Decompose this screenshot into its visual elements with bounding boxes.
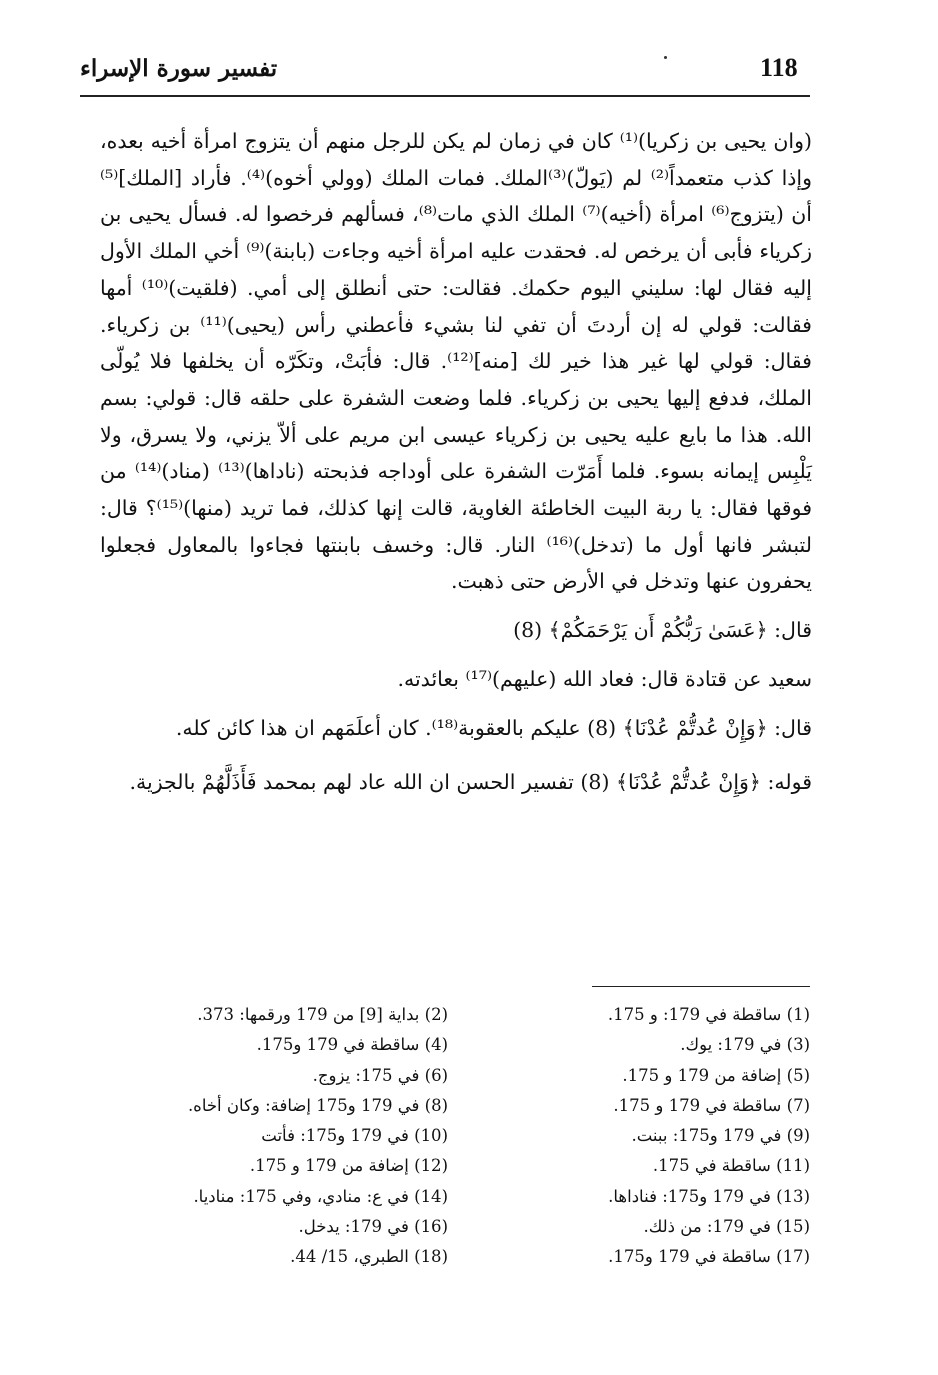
footnote-item: (7) ساقطة في 179 و 175. bbox=[613, 1095, 810, 1115]
footnote-item: (16) في 179: يدخل. bbox=[298, 1217, 448, 1237]
paragraph-3: سعيد عن قتادة قال: فعاد الله (عليهم)⁽¹⁷⁾ بعائدته. bbox=[397, 666, 812, 691]
footnote-item: (10) في 179 و175: فأتت bbox=[261, 1126, 448, 1146]
footnote-item: (17) ساقطة في 179 و175. bbox=[608, 1247, 810, 1267]
footnote-item: (1) ساقطة في 179: و 175. bbox=[607, 1005, 810, 1024]
footnote-item: (8) في 179 و175 إضافة: وكان أخاه. bbox=[187, 1095, 448, 1115]
footnote-item: (18) الطبري، 15/ 44. bbox=[290, 1247, 448, 1267]
footnote-item: (4) ساقطة في 179 و175. bbox=[256, 1035, 448, 1055]
paragraph-4: قال: ﴿وَإِنْ عُدتُّمْ عُدْنَا﴾ (8) عليكم بالعقوبة⁽¹⁸⁾. كان أعلَمَهم ان هذا كائن كله. bbox=[175, 715, 812, 740]
page-number: 118 bbox=[760, 53, 798, 82]
paragraph-5: قوله: ﴿وَإِنْ عُدتُّمْ عُدْنَا﴾ (8) تفسير الحسن ان الله عاد لهم بمحمد فَأَذَلَّهُمْ بالجزية. bbox=[129, 770, 812, 795]
running-header-title: تفسير سورة الإسراء bbox=[80, 55, 278, 82]
main-text bbox=[100, 123, 812, 801]
paragraph-2: قال: ﴿عَسَىٰ رَبُّكُمْ أَن يَرْحَمَكُمْ﴾ (8) bbox=[513, 618, 812, 643]
footnotes-right-column bbox=[480, 1000, 810, 1273]
footnote-rule bbox=[592, 986, 810, 987]
footnote-item: (14) في ع: منادي، وفي 175: مناديا. bbox=[193, 1186, 448, 1206]
footnote-item: (5) إضافة من 179 و 175. bbox=[622, 1065, 810, 1085]
footnote-item: (3) في 179: يوك. bbox=[680, 1035, 810, 1055]
header-rule bbox=[80, 95, 810, 97]
paragraph-1: (وان يحيى بن زكريا)⁽¹⁾ كان في زمان لم يكن للرجل منهم أن يتزوج امرأة أخيه بعده، وإذا كذب متعمداً⁽²⁾ لم (يَولّ)⁽³⁾الملك. فمات الملك (وولي أخوه)⁽⁴⁾. فأراد [الملك]⁽⁵⁾ أن (يتزوج⁽⁶⁾ امرأة (أخيه)⁽⁷⁾ الملك الذي مات⁽⁸⁾، فسألهم فرخصوا له. فسأل يحيى بن زكرياء فأبى أن يرخص له. فحقدت عليه امرأة أخيه وجاءت (بابنة)⁽⁹⁾ أخي الملك الأول إليه فقال لها: سليني اليوم حكمك. فقالت: حتى أنطلق إلى أمي. (فلقيت)⁽¹⁰⁾ أمها فقالت: قولي له إن أردتَ أن تفي لنا بشيء فأعطني رأس (يحيى)⁽¹¹⁾ بن زكرياء. فقال: قولي لها غير هذا خير لك [منه]⁽¹²⁾. قال: فأبَتْ، وتكَرّه أن يخلفها فلا يُولّى الملك، فدفع إليها يحيى بن زكرياء. فلما وضعت الشفرة على حلقه قال: قولي: بسم الله. هذا ما بايع عليه يحيى بن زكرياء عيسى ابن مريم على ألاّ يزني، ولا يسرق، ولا يَلْبِس إيمانه بسوء. فلما أَمَرّت الشفرة على أوداجه فذبحته (ناداها)⁽¹³⁾ (مناد)⁽¹⁴⁾ من فوقها فقال: يا ربة البيت الخاطئة الغاوية، قالت إنها كذلك، فما تريد (منها)⁽¹⁵⁾؟ قال: لتبشر فانها أول ما (تدخل)⁽¹⁶⁾ النار. قال: وخسف بابنتها فجاءوا بالمعاول فجعلوا يحفرون عنها وتدخل في الأرض حتى ذهبت. bbox=[100, 129, 813, 594]
footnote-item: (9) في 179 و175: ببنت. bbox=[631, 1126, 810, 1146]
footnote-item: (15) في 179: من ذلك. bbox=[643, 1217, 810, 1237]
footnotes-left-column bbox=[88, 1000, 448, 1273]
footnote-item: (13) في 179 و175: فناداها. bbox=[608, 1186, 810, 1206]
footnote-item: (2) بداية [9] من 179 ورقمها: 373. bbox=[197, 1005, 448, 1024]
footnote-item: (12) إضافة من 179 و 175. bbox=[249, 1156, 448, 1176]
footnote-item: (11) ساقطة في 175. bbox=[652, 1156, 810, 1176]
footnote-item: (6) في 175: يزوج. bbox=[312, 1065, 448, 1085]
header-dot bbox=[664, 56, 667, 59]
